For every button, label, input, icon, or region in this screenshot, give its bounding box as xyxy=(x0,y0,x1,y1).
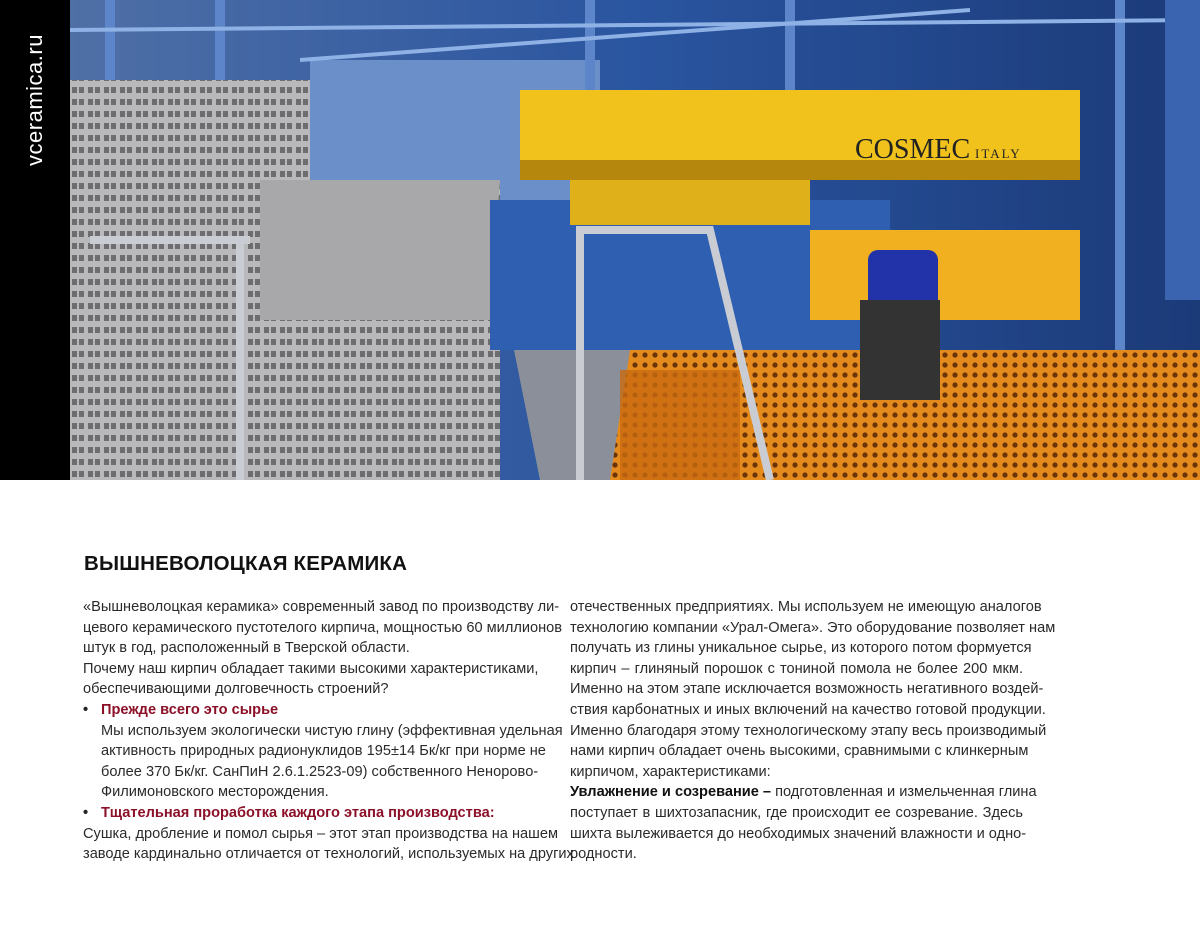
factory-photo xyxy=(70,0,1200,480)
text-line: Мы используем экологически чистую глину (эффективная удельная xyxy=(101,722,563,739)
text-line: отечественных предприятиях. Мы используем не имеющую аналогов xyxy=(570,599,1042,615)
text-line: Филимоновского месторождения. xyxy=(101,784,329,801)
bullet-heading-raw-material xyxy=(83,700,536,721)
bullet-heading-production xyxy=(83,803,536,824)
bullet-icon: • xyxy=(83,701,89,718)
brand-sub-text: ITALY xyxy=(975,146,1022,161)
text-line: штук в год, расположенный в Тверской области. xyxy=(83,640,410,657)
text-line: заводе кардинально отличается от технологий, используемых на других xyxy=(83,846,574,863)
bullet-icon: • xyxy=(83,804,89,821)
text-line: поступает в шихтозапасник, где происходит ее созревание. Здесь xyxy=(570,804,1023,821)
brand-text: COSMEC xyxy=(855,134,971,165)
text-line: Именно благодаря этому технологическому этапу весь производимый xyxy=(570,722,1047,739)
text-line: Сушка, дробление и помол сырья – этот этап производства на нашем xyxy=(83,825,558,842)
text-line: родности. xyxy=(570,846,637,863)
text-column-right xyxy=(570,597,1056,865)
text-line: цевого керамического пустотелого кирпича, мощностью 60 миллионов xyxy=(83,619,563,636)
bold-term: Увлажнение и созревание – xyxy=(570,784,772,801)
bullet-text: Прежде всего это сырье xyxy=(101,701,279,718)
text-line: нами кирпич обладает очень высокими, сравнимыми с клинкерным xyxy=(570,743,1029,760)
text-line: активность природных радионуклидов 195±14 Бк/кг при норме не xyxy=(101,743,546,760)
text-column-left xyxy=(83,597,574,865)
bullet-text: Тщательная проработка каждого этапа производства: xyxy=(101,804,495,821)
text-line xyxy=(570,782,1037,803)
text-line: обеспечивающими долговечность строений? xyxy=(83,681,389,698)
text-line: «Вышневолоцкая керамика» современный завод по производству ли- xyxy=(83,599,560,615)
site-url: vceramica.ru xyxy=(22,34,47,166)
text-line: Почему наш кирпич обладает такими высокими характеристиками, xyxy=(83,660,539,677)
text-line: кирпич – глиняный порошок с тониной помола не более 200 мкм. xyxy=(570,660,1023,677)
sidebar-strip xyxy=(0,0,70,480)
page-title: ВЫШНЕВОЛОЦКАЯ КЕРАМИКА xyxy=(84,552,408,575)
text-span: подготовленная и измельченная глина xyxy=(771,784,1037,801)
text-line: технологию компании «Урал-Омега». Это оборудование позволяет нам xyxy=(570,619,1056,636)
text-line: более 370 Бк/кг. СанПиН 2.6.1.2523-09) собственного Неноровo- xyxy=(101,763,539,780)
text-line: Именно на этом этапе исключается возможность негативного воздей- xyxy=(570,681,1044,698)
text-line: получать из глины уникальное сырье, из которого потом формуется xyxy=(570,640,1032,657)
text-line: шихта вылеживается до необходимых значений влажности и одно- xyxy=(570,825,1027,842)
text-line: кирпичом, характеристиками: xyxy=(570,763,771,780)
text-line: ствия карбонатных и иных включений на качество готовой продукции. xyxy=(570,701,1046,718)
